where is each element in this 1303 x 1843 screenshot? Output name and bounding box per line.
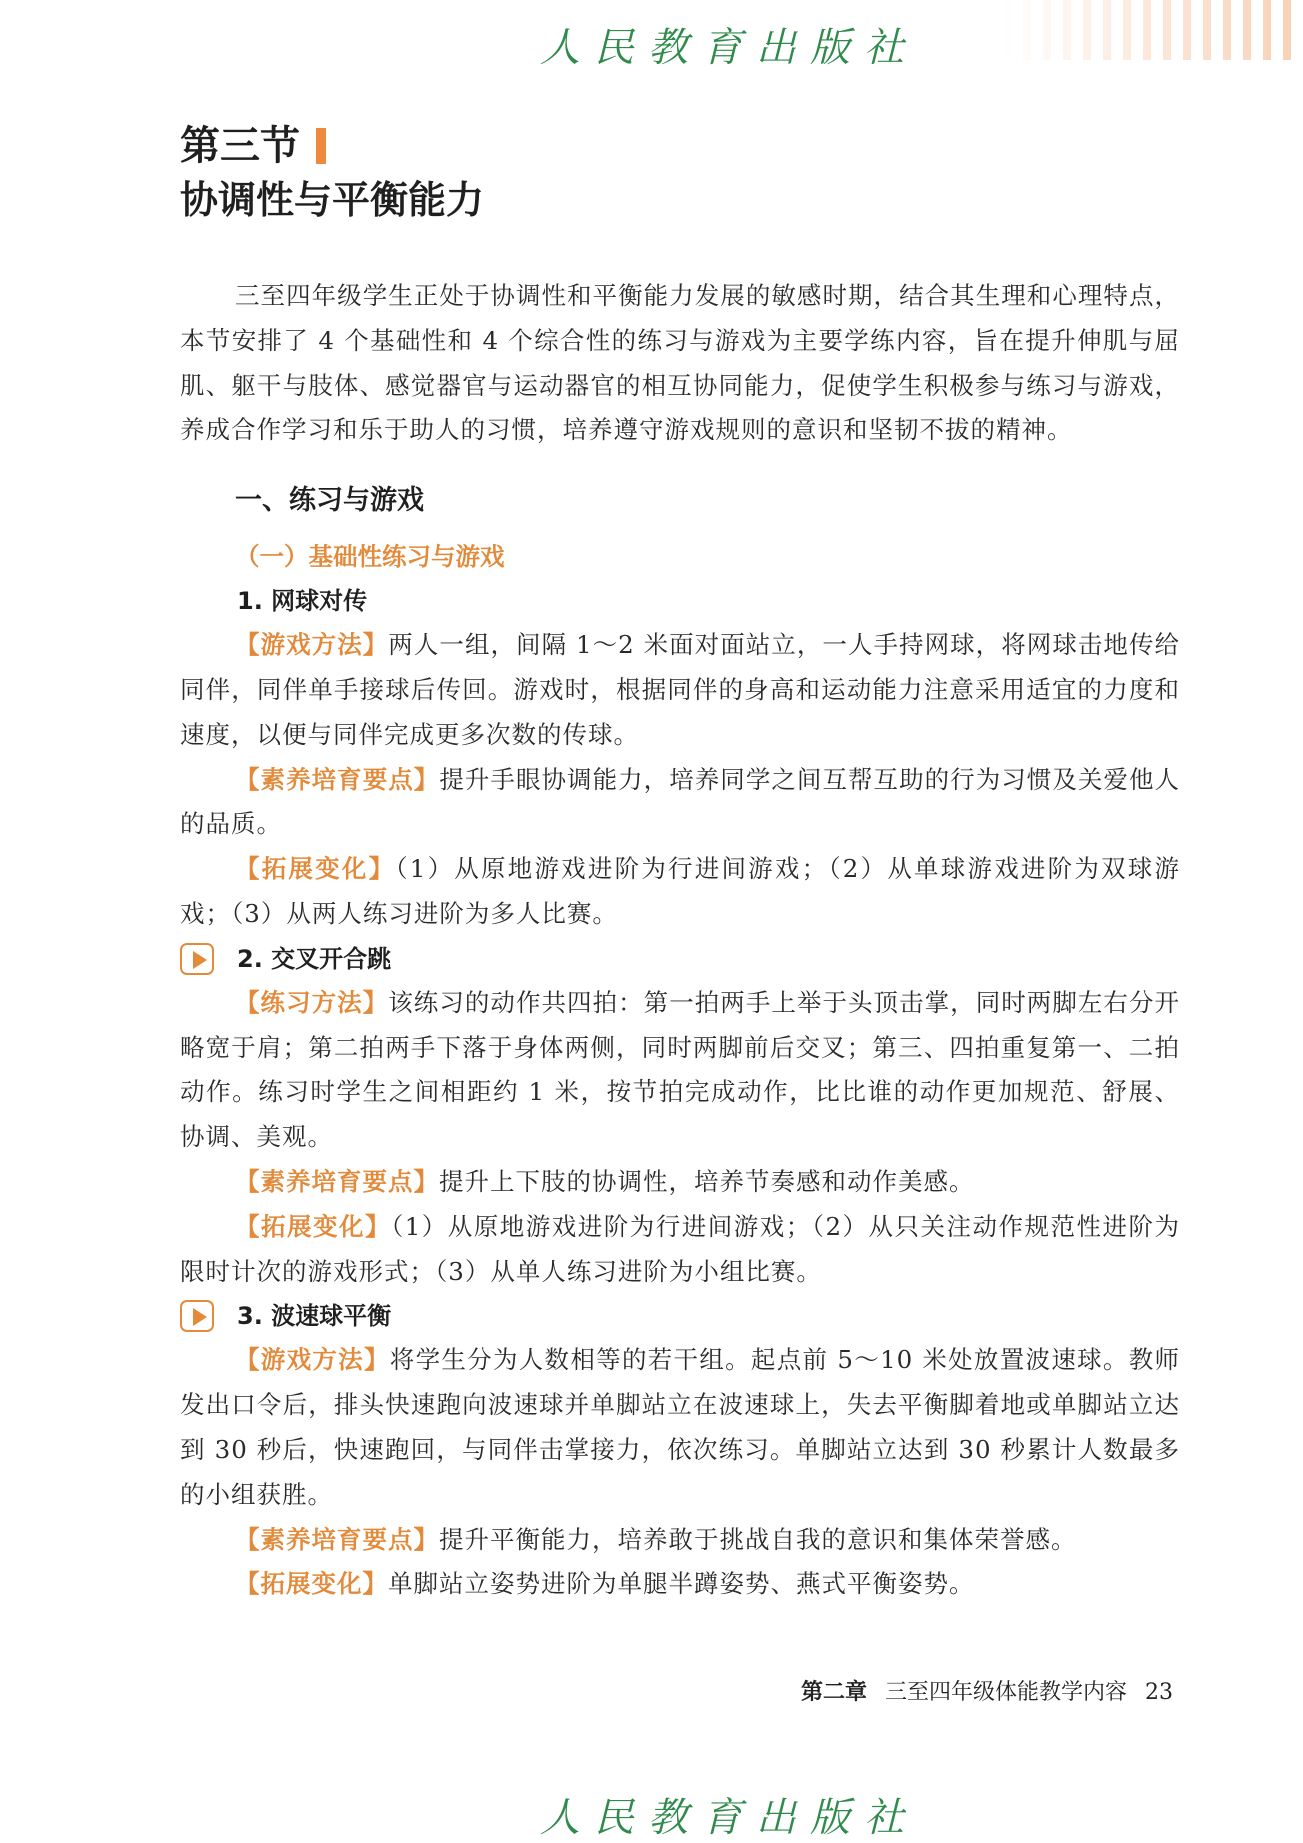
item-title-text: 3. 波速球平衡 [237,1302,392,1331]
extend-text: （1）从原地游戏进阶为行进间游戏；（2）从单球游戏进阶为双球游戏；（3）从两人练习进阶为多人比赛。 [180,854,1180,928]
page-footer [801,1675,1173,1706]
sub-heading: （一）基础性练习与游戏 [235,542,505,572]
item-title-with-video [180,937,1180,981]
method-tag: 【游戏方法】 [235,630,389,660]
item-title: 1. 网球对传 [237,587,368,616]
publisher-logo-text: 人民教育出版社 [540,25,918,71]
section-title: 协调性与平衡能力 [180,178,485,222]
literacy-tag: 【素养培育要点】 [235,1524,439,1554]
extend-tag: 【拓展变化】 [235,1211,391,1241]
section-accent-bar [316,128,326,164]
video-play-icon[interactable] [180,1300,214,1332]
item-extend [180,847,1180,937]
literacy-tag: 【素养培育要点】 [235,764,440,794]
method-text: 两人一组，间隔 1～2 米面对面站立，一人手持网球，将网球击地传给同伴，同伴单手接球后传回。游戏时，根据同伴的身高和运动能力注意采用适宜的力度和速度，以便与同伴完成更多次数的传球。 [180,630,1181,749]
item-method [180,981,1180,1160]
item-title-with-video [180,1294,1180,1338]
header-publisher-logo [0,12,1303,71]
literacy-text: 提升平衡能力，培养敢于挑战自我的意识和集体荣誉感。 [439,1524,1077,1554]
publisher-logo-text: 人民教育出版社 [540,1795,918,1841]
page-content [180,120,1180,1607]
method-tag: 【游戏方法】 [235,1345,390,1375]
item-literacy [180,1160,1180,1205]
extend-tag: 【拓展变化】 [235,1569,388,1599]
item-method [180,623,1180,757]
item-title-text: 2. 交叉开合跳 [237,944,392,973]
item-extend [180,1562,1180,1607]
literacy-text: 提升手眼协调能力，培养同学之间互帮互助的行为习惯及关爱他人的品质。 [180,764,1181,839]
video-play-icon[interactable] [180,943,214,975]
intro-paragraph: 三至四年级学生正处于协调性和平衡能力发展的敏感时期，结合其生理和心理特点，本节安排了 4 个基础性和 4 个综合性的练习与游戏为主要学练内容，旨在提升伸肌与屈肌、躯干与肢体、感觉器官与运动器官的相互协同能力，促使学生积极参与练习与游戏，养成合作学习和乐于助人的习惯，培养遵守游戏规则的意识和坚韧不拔的精神。 [180,281,1180,445]
item-literacy [180,1518,1180,1563]
chapter-label: 第二章 [800,1680,867,1705]
literacy-tag: 【素养培育要点】 [235,1166,439,1196]
item-method [180,1338,1180,1517]
item-literacy [180,758,1180,848]
extend-tag: 【拓展变化】 [235,854,396,884]
decorative-stripes [1003,0,1303,60]
method-text: 该练习的动作共四拍：第一拍两手上举于头顶击掌，同时两脚左右分开略宽于肩；第二拍两手下落于身体两侧，同时两脚前后交叉；第三、四拍重复第一、二拍动作。练习时学生之间相距约 1 米，按节拍完成动作，比比谁的动作更加规范、舒展、协调、美观。 [180,987,1180,1152]
literacy-text: 提升上下肢的协调性，培养节奏感和动作美感。 [439,1166,975,1196]
method-tag: 【练习方法】 [235,987,389,1017]
part-heading: 一、练习与游戏 [235,485,424,517]
section-number-text: 第三节 [180,123,300,169]
footer-publisher-logo [0,1782,1303,1841]
section-number [180,120,1180,172]
page-number: 23 [1145,1680,1173,1705]
method-text: 将学生分为人数相等的若干组。起点前 5～10 米处放置波速球。教师发出口令后，排头快速跑向波速球并单脚站立在波速球上，失去平衡脚着地或单脚站立达到 30 秒后，快速跑回，与同伴击掌接力，依次练习。单脚站立达到 30 秒累计人数最多的小组获胜。 [180,1345,1180,1509]
item-extend [180,1205,1180,1295]
extend-text: 单脚站立姿势进阶为单腿半蹲姿势、燕式平衡姿势。 [388,1569,975,1599]
chapter-title: 三至四年级体能教学内容 [884,1680,1127,1705]
extend-text: （1）从原地游戏进阶为行进间游戏；（2）从只关注动作规范性进阶为限时计次的游戏形式；（3）从单人练习进阶为小组比赛。 [180,1211,1180,1286]
